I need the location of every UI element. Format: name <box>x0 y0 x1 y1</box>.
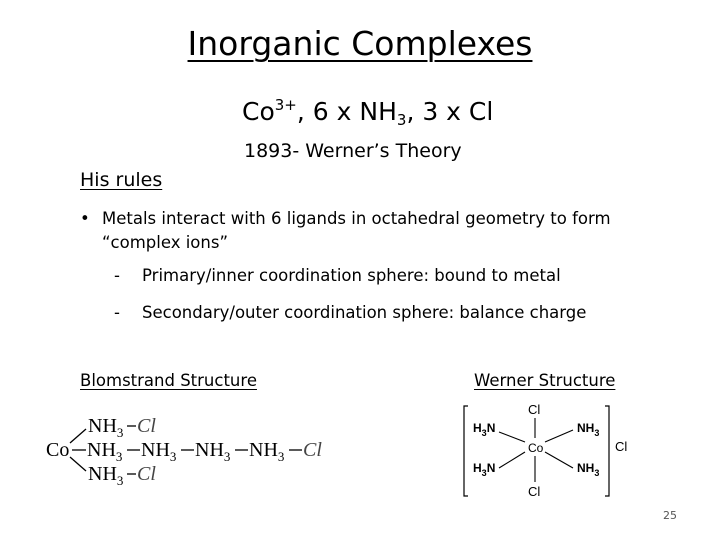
formula-ammonia: , 6 x NH <box>296 97 397 126</box>
sub-item-secondary-sphere <box>114 303 586 322</box>
bond-line <box>545 452 573 468</box>
blomstrand-structure-diagram <box>40 405 340 487</box>
sub-item-text: Secondary/outer coordination sphere: balance charge <box>142 303 587 322</box>
right-bracket <box>605 406 609 496</box>
nh3-chain-3: $NH_3$ <box>195 439 231 464</box>
formula-metal: Co <box>242 97 275 126</box>
left-bracket <box>464 406 468 496</box>
bullet-marker: • <box>80 209 90 228</box>
cl-bottom: Cl <box>137 463 156 485</box>
werner-co-center: Co <box>528 441 544 455</box>
co-atom: Co <box>46 439 70 461</box>
cl-chain-end: Cl <box>303 439 322 461</box>
bond-line <box>545 430 573 442</box>
nh3-bottom-right: $NH_3$ <box>577 461 600 478</box>
dash-marker: - <box>114 266 120 285</box>
nh3-chain-1: $NH_3$ <box>87 439 123 464</box>
nh3-chain-4: $NH_3$ <box>249 439 285 464</box>
rule-bullet <box>80 207 620 255</box>
bond-line <box>499 432 525 442</box>
formula-chloride: , 3 x Cl <box>406 97 494 126</box>
nh3-bottom: $NH_3$ <box>88 463 124 487</box>
werner-structure-label: Werner Structure <box>474 371 616 390</box>
formula-charge: 3+ <box>274 96 297 114</box>
page-number: 25 <box>663 509 677 522</box>
werner-structure-diagram <box>455 396 645 504</box>
dash-marker: - <box>114 303 120 322</box>
bond-line <box>70 429 86 443</box>
werner-cl-top: Cl <box>528 402 541 417</box>
complex-formula <box>242 96 493 129</box>
werner-cl-bottom: Cl <box>528 484 541 499</box>
cl-top: Cl <box>137 415 156 437</box>
h3n-top-left: $H_3N$ <box>473 421 496 438</box>
nh3-top: $NH_3$ <box>88 415 124 440</box>
slide-title: Inorganic Complexes <box>187 24 533 63</box>
nh3-top-right: $NH_3$ <box>577 421 600 438</box>
bond-line <box>499 452 525 468</box>
theory-heading: 1893- Werner’s Theory <box>244 140 462 162</box>
werner-cl-outer: Cl <box>615 439 628 454</box>
blomstrand-structure-label: Blomstrand Structure <box>80 371 257 390</box>
bond-line <box>70 457 86 471</box>
formula-subscript: 3 <box>396 111 407 129</box>
sub-item-text: Primary/inner coordination sphere: bound to metal <box>142 266 561 285</box>
bullet-text: Metals interact with 6 ligands in octahedral geometry to form “complex ions” <box>102 209 611 252</box>
nh3-chain-2: $NH_3$ <box>141 439 177 464</box>
sub-item-primary-sphere <box>114 266 561 285</box>
h3n-bottom-left: $H_3N$ <box>473 461 496 478</box>
rules-heading: His rules <box>80 169 163 191</box>
